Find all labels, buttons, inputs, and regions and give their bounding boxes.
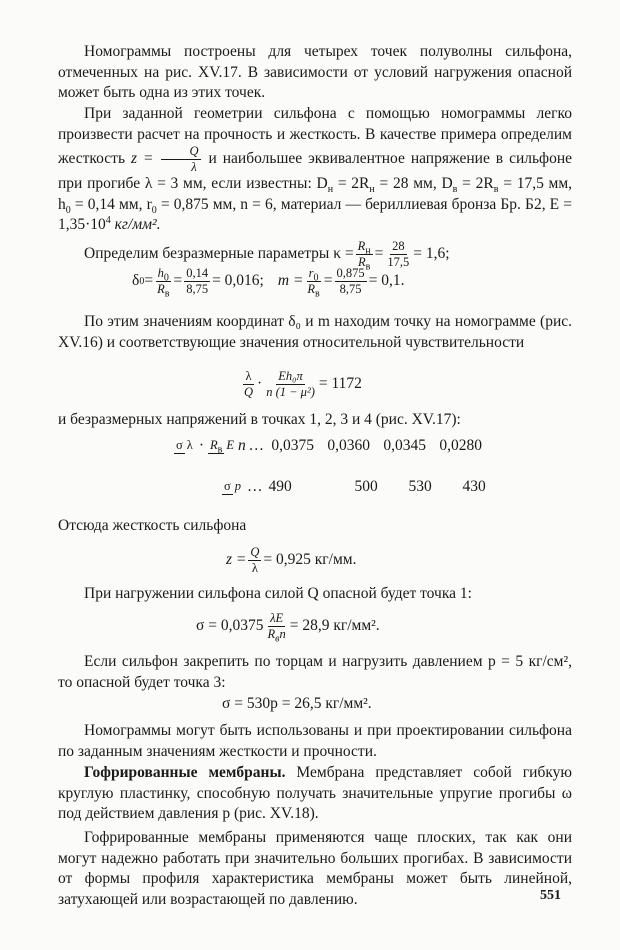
stress-row-2: σ p … 490 500 530 430 — [220, 477, 503, 498]
equation-stiffness: z = $\frac{Q}{\lambda}$ = 0,925 кг/мм. — [226, 545, 357, 575]
paragraph-pressure-load: Если сильфон закрепить по торцам и нагрузить давлением p = 5 кг/см², то опасной будет точка 3: — [58, 653, 572, 691]
paragraph-nomogram-points: Номограммы построены для четырех точек полуволны сильфона, отмеченных на рис. XV.17. В зависимости от условий нагружения опасной может быть одна из этих точек. — [58, 43, 572, 101]
paragraph-corrugated-membranes: Гофрированные мембраны. Мембрана представляет собой гибкую круглую пластинку, способную получать значительные упругие прогибы ω под действием давления p (рис. XV.18). — [58, 764, 572, 822]
stiffness-formula: z = $\frac{Q}{\lambda}$ — [131, 144, 199, 174]
paragraph-stiffness-result: Отсюда жесткость сильфона — [58, 517, 247, 534]
paragraph-coordinates: По этим значениям координат δ₀ и m находим точку на номограмме (рис. XV.16) и соответствующие значения относительной чувствительности — [58, 313, 572, 351]
section-heading: Гофрированные мембраны. — [84, 764, 286, 781]
stress-value: 0,0280 — [439, 437, 483, 454]
equation-sensitivity: $\frac{\lambda}{Q}$ · $\frac{\text{Eh₀π}}{\text{n (1 − μ²)}}$ = 1172 — [244, 369, 362, 399]
paragraph-design-use: Номограммы могут быть использованы и при проектировании сильфона по заданным значениям жесткости и прочности. — [58, 722, 572, 760]
example-intro-text: При заданной геометрии сильфона с помощью номограммы легко произвести расчет на прочность и жесткость. В качестве примера определим жесткость — [58, 105, 572, 168]
equation-sigma-pressure: σ = 530p = 26,5 кг/мм². — [222, 695, 372, 712]
equation-kappa: Определим безразмерные параметры κ = $\frac{R_н}{R_в}$ = $\frac{28}{17,5}$ = 1,6; — [84, 239, 450, 273]
stress-value: 0,0345 — [383, 437, 427, 454]
stress-value: 0,0360 — [327, 437, 371, 454]
paragraph-example: При заданной геометрии сильфона с помощью номограммы легко произвести расчет на прочность и жесткость. В качестве примера определим жесткость z = $\frac{Q}{\lambda}$ и наибольшее эквивалентное напряжение в сильфоне при прогибе λ = 3 мм, если известны: $D_н = 2R_н = 28$ мм, $D_в = 2R_в = 17,5$ мм, $h_0 = 0,14$ мм, $r_0 = 0,875$ мм, n = 6, материал — бериллиевая бронза Бр. Б2, $E = 1,35\cdot 10^4$ кг/мм². — [58, 105, 573, 233]
stress-value: 0,0375 — [271, 437, 315, 454]
stress-value: 490 — [268, 478, 292, 495]
equation-delta-m: δ 0 = $\frac{h_0}{R_в}$ = $\frac{0,14}{8,75}$ = 0,016; m = $\frac{r_0}{R_в}$ = $\frac{0,875}{8,75}$ = 0,1. — [132, 266, 405, 300]
page-number: 551 — [540, 888, 561, 903]
paragraph-stress-points: и безразмерных напряжений в точках 1, 2, 3 и 4 (рис. XV.17): — [58, 411, 461, 428]
equation-sigma-force: σ = 0,0375 $\frac{\lambda E}{R_вn}$ = 28,9 кг/мм². — [196, 611, 380, 645]
stress-row-1: σ λ · $R_в$ E n … 0,0375 0,0360 0,0345 0,0280 — [172, 436, 495, 457]
paragraph-membrane-characteristics: Гофрированные мембраны применяются чаще плоских, так как они могут надежно работать при значительно больших прогибах. В зависимости от формы профиля характеристика мембраны может быть линейной, затухающей или возрастающей по давлению. — [58, 829, 572, 908]
paragraph-force-load: При нагружении сильфона силой Q опасной будет точка 1: — [84, 585, 472, 602]
stress-value: 430 — [462, 478, 486, 495]
example-stress-text: и наибольшее эквивалентное напряжение в сильфоне при прогибе λ = 3 мм, если известны: D — [58, 150, 573, 192]
stress-value: 530 — [408, 478, 432, 495]
stress-value: 500 — [354, 478, 378, 495]
